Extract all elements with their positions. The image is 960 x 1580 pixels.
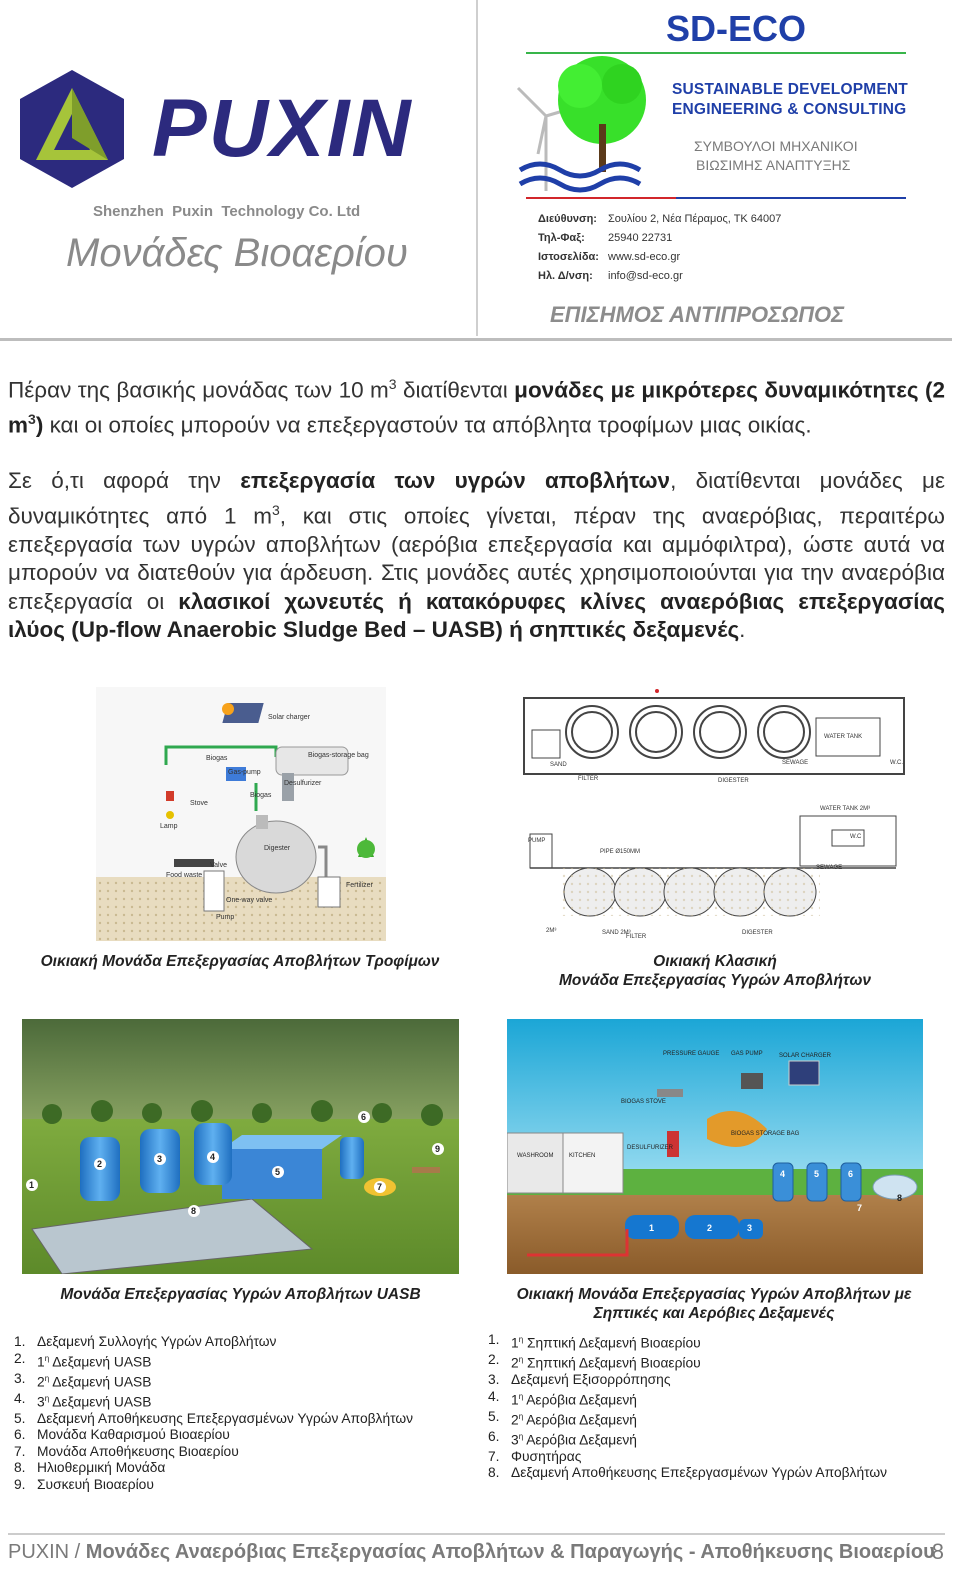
list-item: [488, 1352, 938, 1372]
list-item: [14, 1427, 454, 1444]
list-text: Δεξαμενή Αποθήκευσης Επεξεργασμένων Υγρών Αποβλήτων: [37, 1410, 414, 1426]
fig1-label-fertilizer: Fertilizer: [346, 882, 373, 889]
fig1-label-food-waste: Food waste: [166, 872, 203, 879]
list-item: [488, 1429, 938, 1449]
puxin-logo-text: PUXIN: [152, 83, 413, 174]
list-sup: η: [518, 1411, 524, 1421]
list-sup: η: [518, 1431, 524, 1441]
list-text: Δεξαμενή Εξισορρόπησης: [511, 1372, 671, 1388]
list-text-2: Αερόβια Δεξαμενή: [523, 1432, 637, 1448]
list-text: Δεξαμενή Συλλογής Υγρών Αποβλήτων: [37, 1334, 277, 1349]
puxin-logo-icon: [18, 68, 126, 190]
list-text: Ηλιοθερμική Μονάδα: [37, 1460, 166, 1476]
product-title: Μονάδες Βιοαερίου: [66, 231, 408, 275]
list-item: [14, 1477, 454, 1494]
septic-aerobic-unit-render: [507, 1019, 923, 1274]
list-text: 2: [511, 1412, 519, 1428]
wastewater-paragraph: [8, 467, 945, 645]
fig4-label-storage-bag: BIOGAS STORAGE BAG: [731, 1131, 800, 1137]
fig3-marker-5: 5: [275, 1167, 281, 1177]
fig1-label-desulfurizer: Desulfurizer: [284, 780, 322, 787]
p2-text-2: , διατίθενται μονάδες με δυναμικότητες από 1 m: [8, 468, 945, 528]
list-number: 2.: [488, 1352, 500, 1368]
septic-components-list: [488, 1332, 938, 1482]
fig4-marker-3: 3: [747, 1223, 753, 1233]
figure4-caption: [500, 1285, 928, 1323]
fig2-label-pump: PUMP: [528, 838, 546, 844]
p1-text-2: διατίθενται: [396, 377, 515, 403]
fig4-label-gas-pump: GAS PUMP: [731, 1051, 763, 1057]
fig2-label-digester: DIGESTER: [718, 778, 749, 784]
fig3-marker-7: 7: [377, 1182, 383, 1192]
fig3-marker-1: 1: [29, 1180, 35, 1190]
list-number: 8.: [488, 1465, 500, 1481]
sdeco-greek1: ΣΥΜΒΟΥΛΟΙ ΜΗΧΑΝΙΚΟΙ: [694, 138, 858, 154]
fig2-label-pipe: PIPE Ø150MM: [600, 849, 641, 855]
fig4-marker-5: 5: [814, 1169, 820, 1179]
list-number: 9.: [14, 1476, 26, 1492]
list-sup: η: [44, 1353, 50, 1363]
fig4-marker-8: 8: [897, 1193, 903, 1203]
list-item: [14, 1334, 454, 1351]
p2-bold-2: κλασικοί χωνευτές ή κατακόρυφες κλίνες αναερόβιας επεξεργασίας ιλύος (Up-flow Anaerobic Sludge Bed – UASB) ή σηπτικές δεξαμενές: [8, 588, 945, 642]
intro-paragraph: [8, 370, 945, 440]
header-right: [478, 0, 952, 336]
page-number: 8: [931, 1539, 944, 1564]
contact-website: [538, 251, 680, 263]
p2-text-3: , και στις οποίες γίνεται, πέραν της αναερόβιας, περαιτέρω επεξεργασία των υγρών αποβλήτων (αερόβια επεξεργασία και αμμόφιλτρα), ώστε αυτά να μπορούν να διατεθούν για άρδευση. Στις μονάδες αυτές χρησιμοποιούνται για την αναερόβια επεξεργασία οι: [8, 503, 945, 614]
fig1-label-one-way-valve: One-way valve: [226, 897, 273, 904]
fig4-label-washroom: WASHROOM: [517, 1153, 554, 1159]
fig2-label-filter: FILTER: [578, 776, 599, 782]
figure1-caption: Οικιακή Μονάδα Επεξεργασίας Αποβλήτων Τροφίμων: [40, 953, 440, 970]
fig2-label-sand-2m3: SAND 2M³: [602, 930, 631, 936]
sdeco-greek2: ΒΙΩΣΙΜΗΣ ΑΝΑΠΤΥΞΗΣ: [696, 157, 851, 173]
fig1-label-lamp: Lamp: [160, 823, 178, 830]
list-number: 5.: [14, 1410, 26, 1426]
figure2-caption: [520, 952, 910, 990]
list-number: 3.: [488, 1372, 500, 1388]
fig3-marker-8: 8: [191, 1206, 197, 1216]
figure2-caption-line2: Μονάδα Επεξεργασίας Υγρών Αποβλήτων: [558, 972, 872, 989]
p2-sup-1: 3: [271, 501, 280, 518]
list-item: [488, 1332, 938, 1352]
figure4-caption-line2: Σηπτικές και Αερόβιες Δεξαμενές: [593, 1305, 835, 1322]
fig2-label-digester-2: DIGESTER: [742, 930, 773, 936]
contact-email: [538, 270, 683, 282]
list-number: 7.: [488, 1448, 500, 1464]
list-item: [488, 1449, 938, 1466]
fig3-marker-2: 2: [97, 1159, 103, 1169]
list-text-2: Δεξαμενή UASB: [49, 1354, 152, 1370]
fig4-marker-4: 4: [780, 1169, 786, 1179]
p1-sup-1: 3: [388, 376, 397, 392]
contact-address: [538, 213, 781, 225]
p1-text-1: Πέραν της βασικής μονάδας των 10 m: [8, 377, 389, 403]
list-text-2: Σηπτική Δεξαμενή Βιοαερίου: [523, 1355, 701, 1371]
sdeco-sub2: ENGINEERING & CONSULTING: [672, 101, 907, 118]
sdeco-logo-text: [666, 8, 806, 50]
p1-bold-1: μονάδες με μικρότερες δυναμικότητες (2 m: [8, 377, 945, 438]
list-sup: η: [518, 1335, 524, 1344]
fig2-label-filter-2: FILTER: [626, 934, 647, 938]
fig1-label-valve: Valve: [210, 862, 227, 869]
list-number: 1.: [14, 1334, 26, 1349]
figure2-caption-line1: Οικιακή Κλασική: [653, 953, 777, 970]
list-text: 1: [511, 1392, 519, 1408]
list-text-2: Σηπτική Δεξαμενή Βιοαερίου: [523, 1335, 701, 1351]
contact-address-value: Σουλίου 2, Νέα Πέραμος, ΤΚ 64007: [608, 213, 782, 225]
list-text: 3: [511, 1432, 519, 1448]
fig4-label-kitchen: KITCHEN: [569, 1153, 596, 1159]
list-item: [14, 1444, 454, 1461]
contact-website-value: www.sd-eco.gr: [608, 251, 681, 263]
list-number: 6.: [14, 1427, 26, 1443]
list-text: 1: [511, 1335, 519, 1351]
fig2-label-2m3: 2M³: [546, 928, 557, 934]
list-text-2: Αερόβια Δεξαμενή: [523, 1412, 637, 1428]
fig1-label-stove: Stove: [190, 800, 208, 807]
list-item: [488, 1465, 938, 1482]
fig3-marker-6: 6: [361, 1112, 367, 1122]
contact-phone-label: Τηλ-Φαξ:: [538, 232, 585, 244]
list-text: Μονάδα Καθαρισμού Βιοαερίου: [37, 1427, 230, 1443]
list-text-2: Δεξαμενή UASB: [49, 1394, 152, 1410]
header-bottom-rule: [0, 338, 952, 341]
list-text: Δεξαμενή Αποθήκευσης Επεξεργασμένων Υγρών Αποβλήτων: [511, 1465, 888, 1481]
fig4-label-biogas-stove: BIOGAS STOVE: [621, 1099, 666, 1105]
company-name: Shenzhen Puxin Technology Co. Ltd: [93, 203, 361, 220]
footer-brand: PUXIN /: [8, 1541, 86, 1563]
p2-bold-1: επεξεργασία των υγρών αποβλήτων: [240, 468, 671, 493]
fig4-marker-1: 1: [649, 1223, 655, 1233]
list-item: [14, 1371, 454, 1391]
fig1-label-pump: Pump: [216, 914, 235, 921]
fig2-label-sewage: SEWAGE: [782, 760, 809, 766]
figure4-caption-line1: Οικιακή Μονάδα Επεξεργασίας Υγρών Αποβλήτων με: [516, 1286, 912, 1303]
list-text-2: Αερόβια Δεξαμενή: [523, 1392, 637, 1408]
list-sup: η: [518, 1355, 524, 1365]
list-text: 2: [511, 1355, 519, 1371]
p1-text-3: και οι οποίες μπορούν να επεξεργαστούν τα απόβλητα τροφίμων μιας οικίας.: [43, 412, 812, 438]
fig1-label-storage-bag: Biogas-storage bag: [308, 752, 369, 759]
fig3-marker-3: 3: [157, 1154, 163, 1164]
list-item: [14, 1411, 454, 1428]
sdeco-logo-label: SD-ECO: [666, 8, 807, 49]
uasb-components-list: [14, 1334, 454, 1493]
footer-text: [8, 1541, 935, 1564]
list-text: Μονάδα Αποθήκευσης Βιοαερίου: [37, 1443, 239, 1459]
list-text: 2: [37, 1374, 45, 1390]
list-item: [14, 1351, 454, 1371]
contact-website-label: Ιστοσελίδα:: [538, 251, 599, 263]
fig2-label-water-tank-2m3: WATER TANK 2M³: [820, 806, 871, 812]
food-waste-unit-diagram: [96, 687, 386, 941]
fig4-label-desulfurizer: DESULFURIZER: [627, 1145, 674, 1151]
list-number: 1.: [488, 1332, 500, 1347]
figure3-caption: Μονάδα Επεξεργασίας Υγρών Αποβλήτων UASB: [60, 1286, 421, 1303]
fig2-label-sand: SAND: [550, 762, 567, 768]
p1-sup-2: 3: [28, 411, 36, 427]
list-item: [14, 1460, 454, 1477]
list-item: [14, 1391, 454, 1411]
list-sup: η: [44, 1393, 50, 1403]
fig2-label-wc: W.C.: [890, 760, 903, 766]
list-number: 6.: [488, 1428, 500, 1444]
wind-tree-icon: [510, 46, 660, 196]
p2-text-4: .: [739, 617, 746, 642]
classic-wastewater-unit-diagram: [520, 688, 910, 938]
uasb-unit-render: [22, 1019, 459, 1274]
list-text: Φυσητήρας: [511, 1448, 582, 1464]
list-number: 4.: [14, 1390, 26, 1406]
footer-rule: [8, 1533, 945, 1535]
list-item: [488, 1409, 938, 1429]
p2-text-1: Σε ό,τι αφορά την: [8, 468, 241, 493]
fig4-marker-6: 6: [848, 1169, 854, 1179]
fig1-label-biogas: Biogas: [206, 755, 228, 762]
header-left: [0, 0, 476, 336]
list-text: 1: [37, 1354, 45, 1370]
fig4-label-pressure-gauge: PRESSURE GAUGE: [663, 1051, 720, 1057]
contact-phone: [538, 232, 672, 244]
fig1-label-gas-pump: Gas-pump: [228, 769, 261, 776]
fig1-label-solar-charger: Solar charger: [268, 714, 311, 721]
fig2-label-water-tank: WATER TANK: [824, 734, 863, 740]
list-text: 3: [37, 1394, 45, 1410]
fig2-label-wc-2: W.C: [850, 834, 862, 840]
fig1-label-biogas-2: Biogas: [250, 792, 272, 799]
fig3-marker-4: 4: [210, 1152, 216, 1162]
p1-bold-1-end: ): [35, 412, 44, 438]
list-number: 8.: [14, 1460, 26, 1476]
fig4-label-solar-charger: SOLAR CHARGER: [779, 1053, 832, 1059]
footer-title: Μονάδες Αναερόβιας Επεξεργασίας Αποβλήτων & Παραγωγής - Αποθήκευσης Βιοαερίου: [85, 1541, 935, 1563]
fig4-marker-7: 7: [857, 1203, 863, 1213]
list-number: 5.: [488, 1408, 500, 1424]
fig2-label-sewage-2: SEWAGE: [816, 865, 843, 871]
representative-label: ΕΠΙΣΗΜΟΣ ΑΝΤΙΠΡΟΣΩΠΟΣ: [550, 302, 845, 327]
list-sup: η: [44, 1373, 50, 1383]
sdeco-sub1: SUSTAINABLE DEVELOPMENT: [672, 81, 908, 98]
list-item: [488, 1372, 938, 1389]
contact-address-label: Διεύθυνση:: [538, 213, 597, 225]
list-number: 7.: [14, 1443, 26, 1459]
sdeco-red-mark: [526, 197, 676, 199]
contact-phone-value: 25940 22731: [608, 232, 673, 244]
fig4-marker-2: 2: [707, 1223, 713, 1233]
list-text-2: Δεξαμενή UASB: [49, 1374, 152, 1390]
contact-email-value: info@sd-eco.gr: [608, 270, 683, 282]
fig1-label-digester: Digester: [264, 845, 291, 852]
fig3-marker-9: 9: [435, 1144, 441, 1154]
list-number: 2.: [14, 1350, 26, 1366]
list-sup: η: [518, 1391, 524, 1401]
list-number: 3.: [14, 1370, 26, 1386]
list-item: [488, 1389, 938, 1409]
contact-email-label: Ηλ. Δ/νση:: [538, 270, 593, 282]
list-text: Συσκευή Βιοαερίου: [37, 1476, 154, 1492]
list-number: 4.: [488, 1388, 500, 1404]
